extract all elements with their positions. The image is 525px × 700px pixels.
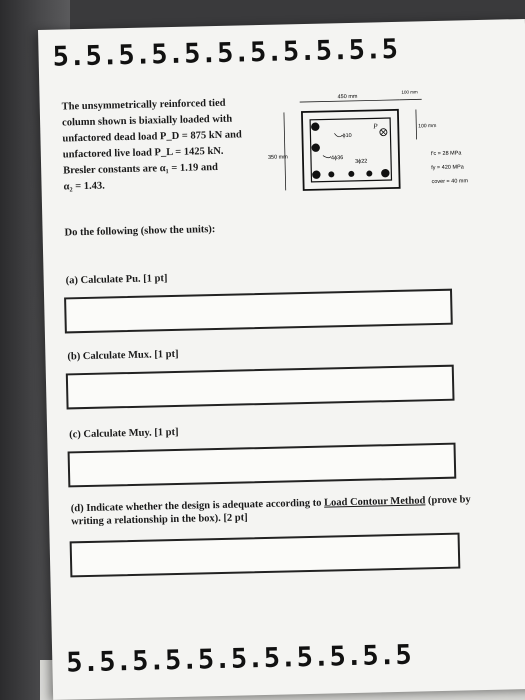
question-d-method: Load Contour Method xyxy=(323,495,426,509)
rebar-dot xyxy=(328,171,334,177)
ecc-label: 100 mm xyxy=(418,122,437,130)
rebar-dot xyxy=(311,143,320,152)
instruction-text: Do the following (show the units): xyxy=(64,224,216,239)
load-label: P xyxy=(373,122,378,131)
fc-label: f'c = 28 MPa xyxy=(430,150,462,158)
problem-line: unfactored dead load P_D = 875 kN and xyxy=(62,129,242,145)
answer-box-a[interactable] xyxy=(64,289,453,334)
question-a-label: (a) Calculate Pu. [1 pt] xyxy=(65,273,168,287)
rebar-dot xyxy=(381,169,390,178)
answer-box-d[interactable] xyxy=(70,533,461,578)
tie-label: ϕ10 xyxy=(342,132,352,140)
cover-label: cover = 40 mm xyxy=(431,178,469,186)
problem-line: The unsymmetrically reinforced tied xyxy=(61,97,226,113)
question-d-text-end: (prove by writing a relationship in the box). [2 pt] xyxy=(71,494,471,528)
depth-dimension-line xyxy=(284,112,286,190)
fy-label: fy = 420 MPa xyxy=(431,164,464,172)
worksheet-page xyxy=(38,19,525,700)
question-d-label xyxy=(71,493,471,528)
question-c-label: (c) Calculate Muy. [1 pt] xyxy=(69,426,179,441)
ecc-vertical-line xyxy=(416,109,417,139)
depth-label: 350 mm xyxy=(267,154,288,161)
column-section-diagram xyxy=(249,82,492,217)
answer-box-c[interactable] xyxy=(68,443,457,488)
banner-bottom: 5.5.5.5.5.5.5.5.5.5.5 xyxy=(66,639,413,679)
problem-line: column shown is biaxially loaded with xyxy=(61,113,233,129)
rebar-dot xyxy=(311,122,320,131)
answer-box-b[interactable] xyxy=(66,365,455,410)
banner-top: 5.5.5.5.5.5.5.5.5.5.5 xyxy=(52,33,399,73)
problem-line: α₂ = 1.43. xyxy=(63,180,105,193)
bar-label-large: 4ϕ36 xyxy=(330,155,344,162)
width-dimension-line xyxy=(300,100,400,102)
question-b-label: (b) Calculate Mux. [1 pt] xyxy=(67,348,179,363)
problem-statement xyxy=(62,95,254,195)
question-d-text: (d) Indicate whether the design is adequate according to xyxy=(70,497,325,515)
rebar-dot xyxy=(366,170,372,176)
problem-line: Bresler constants are α₁ = 1.19 and xyxy=(63,161,218,177)
rebar-dot xyxy=(348,171,354,177)
ecc-label-top: 100 mm xyxy=(401,89,418,95)
width-label: 450 mm xyxy=(337,93,358,101)
rebar-dot xyxy=(312,170,321,179)
bar-label-small: 3ϕ22 xyxy=(355,158,368,165)
problem-line: unfactored live load P_L = 1425 kN. xyxy=(62,145,224,161)
